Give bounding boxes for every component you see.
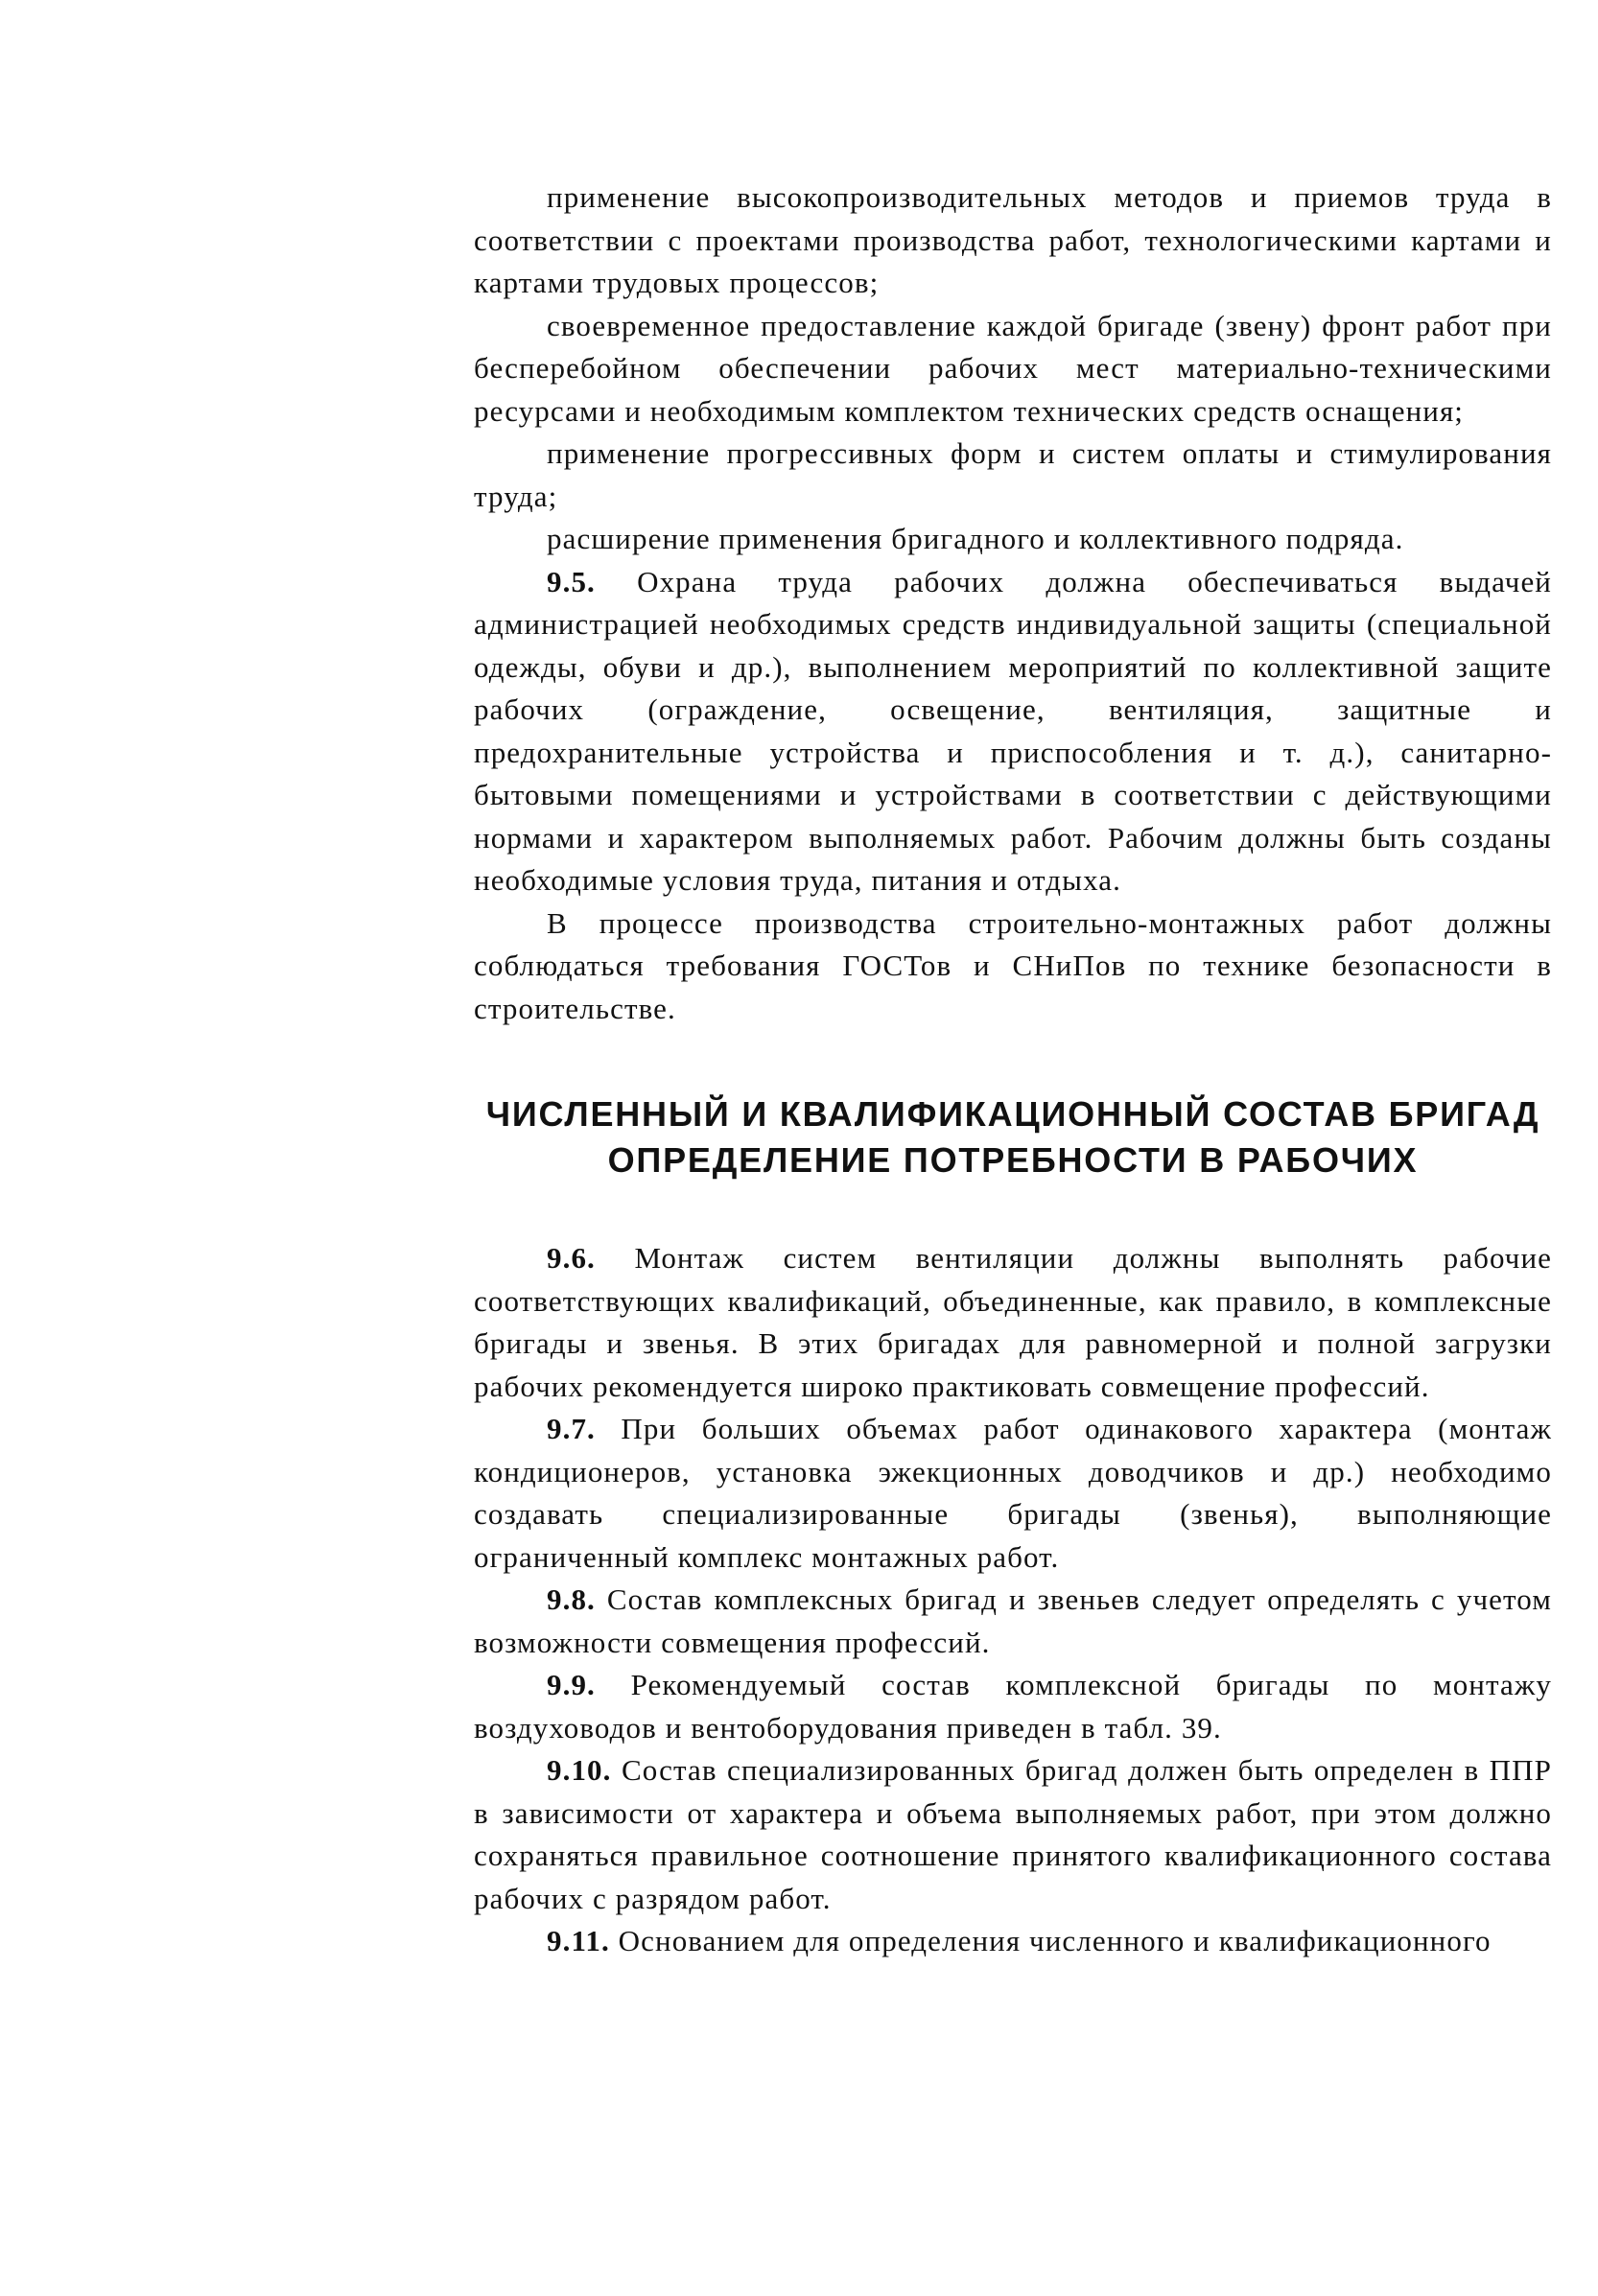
paragraph-9-7 <box>474 1408 1552 1579</box>
paragraph-9-6 <box>474 1237 1552 1408</box>
paragraph-text: Рекомендуемый состав комплексной бригады по монтажу воздуховодов и вентоборудования приведен в табл. 39. <box>474 1668 1552 1745</box>
paragraph-text: Состав специализированных бригад должен быть определен в ППР в зависимости от характера и объема выполняемых работ, при этом должно сохраняться правильное соотношение принятого квалификационного состава рабочих с разрядом работ. <box>474 1753 1552 1915</box>
paragraph-9-8 <box>474 1579 1552 1664</box>
paragraph-text: Монтаж систем вентиляции должны выполнять рабочие соответствующих квалификаций, объединенные, как правило, в комплексные бригады и звенья. В этих бригадах для равномерной и полной загрузки рабочих рекомендуется широко практиковать совмещение профессий. <box>474 1241 1552 1403</box>
paragraph-payment-forms <box>474 433 1552 518</box>
paragraph-text: своевременное предоставление каждой бригаде (звену) фронт работ при бесперебойном обеспечении рабочих мест материально-техническими ресурсами и необходимым комплектом технических средств оснащения; <box>474 308 1552 428</box>
paragraph-brigade-contract <box>474 518 1552 561</box>
paragraph-text: применение прогрессивных форм и систем оплаты и стимулирования труда; <box>474 436 1552 513</box>
paragraph-number: 9.7. <box>547 1412 596 1445</box>
paragraph-text: Основанием для определения численного и квалификационного <box>618 1924 1492 1957</box>
paragraph-number: 9.11. <box>547 1924 610 1957</box>
text-column <box>474 176 1552 1963</box>
paragraph-safety-standards <box>474 902 1552 1031</box>
paragraph-number: 9.10. <box>547 1753 612 1787</box>
paragraph-9-5 <box>474 561 1552 902</box>
paragraph-text: При больших объемах работ одинакового характера (монтаж кондиционеров, установка эжекционных доводчиков и др.) необходимо создавать специализированные бригады (звенья), выполняющие ограниченный комплекс монтажных работ. <box>474 1412 1553 1574</box>
heading-line-1: ЧИСЛЕННЫЙ И КВАЛИФИКАЦИОННЫЙ СОСТАВ БРИГАД <box>485 1094 1540 1134</box>
section-heading <box>474 1091 1552 1183</box>
heading-line-2: ОПРЕДЕЛЕНИЕ ПОТРЕБНОСТИ В РАБОЧИХ <box>607 1140 1419 1180</box>
paragraph-number: 9.8. <box>547 1582 596 1616</box>
paragraph-number: 9.5. <box>547 564 596 598</box>
paragraph-work-front <box>474 305 1552 433</box>
paragraph-text: В процессе производства строительно-монтажных работ должны соблюдаться требования ГОСТов и СНиПов по технике безопасности в строительстве. <box>474 905 1552 1025</box>
paragraph-labor-methods <box>474 176 1552 305</box>
paragraph-text: Состав комплексных бригад и звеньев следует определять с учетом возможности совмещения профессий. <box>474 1582 1552 1659</box>
paragraph-9-10 <box>474 1749 1552 1920</box>
paragraph-text: расширение применения бригадного и коллективного подряда. <box>547 522 1404 555</box>
paragraph-9-9 <box>474 1664 1552 1749</box>
paragraph-number: 9.9. <box>547 1668 596 1701</box>
paragraph-text: Охрана труда рабочих должна обеспечиваться выдачей администрацией необходимых средств индивидуальной защиты (специальной одежды, обуви и др.), выполнением мероприятий по коллективной защите рабочих (ограждение, освещение, вентиляция, защитные и предохранительные устройства и приспособления и т. д.), санитарно-бытовыми помещениями и устройствами в соответствии с действующими нормами и характером выполняемых работ. Рабочим должны быть созданы необходимые условия труда, питания и отдыха. <box>474 564 1552 897</box>
paragraph-number: 9.6. <box>547 1241 596 1275</box>
paragraph-text: применение высокопроизводительных методов и приемов труда в соответствии с проектами производства работ, технологическими картами и картами трудовых процессов; <box>474 180 1552 299</box>
paragraph-9-11 <box>474 1920 1552 1963</box>
